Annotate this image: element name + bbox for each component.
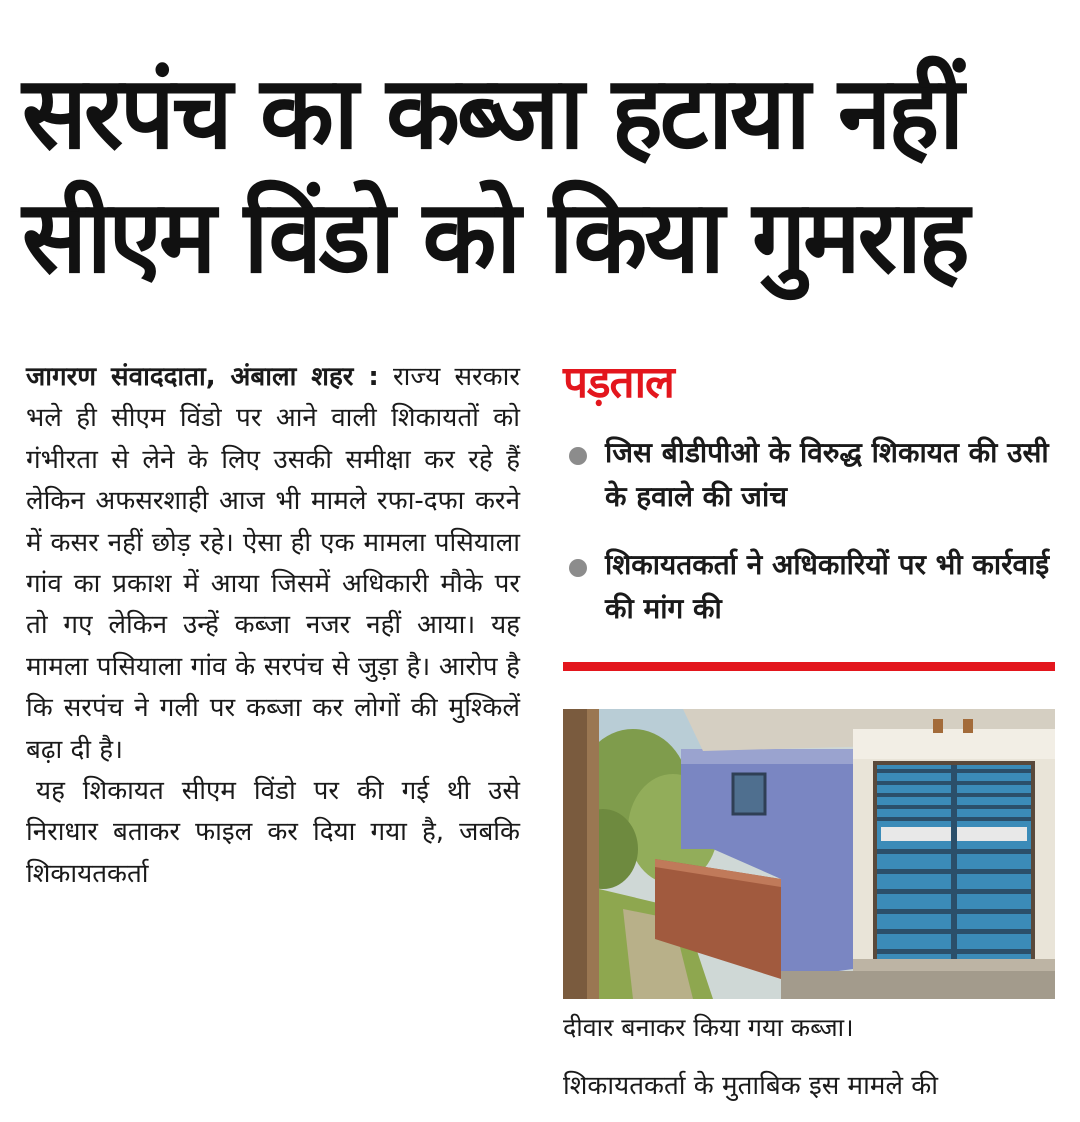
sidebar-box [563,355,1055,655]
article-paragraph-1 [26,357,520,771]
byline: जागरण संवाददाता, अंबाला शहर : [26,362,379,392]
sidebar-bullet-list [563,431,1055,631]
headline-line-2: सीएम विंडो को किया गुमराह [22,178,967,296]
article-body [26,357,520,895]
sidebar-bullet [563,431,1055,519]
sidebar-heading: पड़ताल [563,357,674,408]
photo-illustration [563,709,1055,999]
article-continuation: शिकायतकर्ता के मुताबिक इस मामले की [563,1071,938,1101]
article-paragraph-2: यह शिकायत सीएम विंडो पर की गई थी उसे निराधार बताकर फाइल कर दिया गया है, जबकि शिकायतकर्ता [26,776,520,889]
bullet-dot-icon [569,559,587,577]
sidebar-bullet [563,543,1055,631]
photo-caption: दीवार बनाकर किया गया कब्जा। [563,1013,854,1042]
headline-line-1: सरपंच का कब्जा हटाया नहीं [22,54,962,172]
headline [22,48,1062,296]
bullet-dot-icon [569,447,587,465]
paragraph-1-text: राज्य सरकार भले ही सीएम विंडो पर आने वाली शिकायतों को गंभीरता से लेने के लिए उसकी समीक्षा कर रहे हैं लेकिन अफसरशाही आज भी मामले रफा-दफा करने में कसर नहीं छोड़ रहे। ऐसा ही एक मामला पसियाला गांव का प्रकाश में आया जिसमें अधिकारी मौके पर तो गए लेकिन उन्हें कब्जा नजर नहीं आया। यह मामला पसियाला गांव के सरपंच से जुड़ा है। आरोप है कि सरपंच ने गली पर कब्जा कर लोगों की मुश्किलें बढ़ा दी है। [26,362,521,765]
sidebar-bullet-text: शिकायतकर्ता ने अधिकारियों पर भी कार्रवाई की मांग की [605,548,1050,625]
sidebar-bullet-text: जिस बीडीपीओ के विरुद्ध शिकायत की उसी के हवाले की जांच [605,436,1049,513]
red-divider [563,662,1055,671]
news-photo [563,709,1055,999]
